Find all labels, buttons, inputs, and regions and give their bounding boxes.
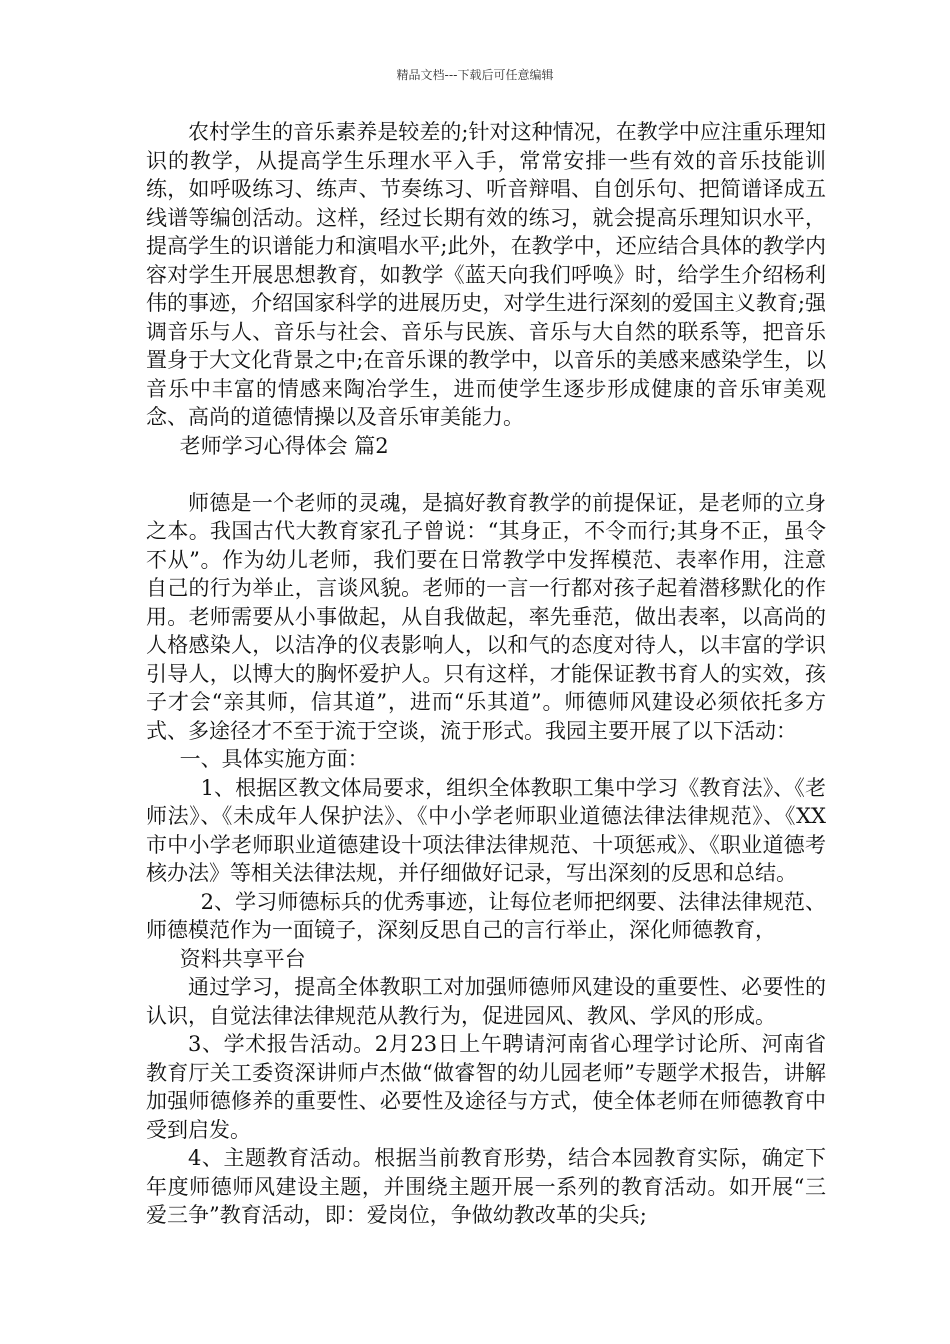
blank-line (146, 460, 826, 489)
list-item-3: 3、学术报告活动。2月23日上午聘请河南省心理学讨论所、河南省教育厅关工委资深讲师卢杰做“做睿智的幼儿园老师”专题学术报告，讲解加强师德修养的重要性、必要性及途径与方式，使全体老师在师德教育中受到启发。 (146, 1032, 826, 1142)
list-item-4: 4、主题教育活动。根据当前教育形势，结合本园教育实际，确定下年度师德师风建设主题，并围绕主题开展一系列的教育活动。如开展“三爱三争”教育活动，即：爱岗位，争做幼教改革的尖兵; (146, 1146, 826, 1227)
document-body (146, 118, 826, 1230)
paragraph-teacher-ethics: 师德是一个老师的灵魂，是搞好教育教学的前提保证，是老师的立身之本。我国古代大教育家孔子曾说：“其身正，不令而行;其身不正，虽令不从”。作为幼儿老师，我们要在日常教学中发挥模范、表率作用，注意自己的行为举止，言谈风貌。老师的一言一行都对孩子起着潜移默化的作用。老师需要从小事做起，从自我做起，率先垂范，做出表率，以高尚的人格感染人，以洁净的仪表影响人，以和气的态度对待人，以丰富的学识引导人，以博大的胸怀爱护人。只有这样，才能保证教书育人的实效，孩子才会“亲其师，信其道”，进而“乐其道”。师德师风建设必须依托多方式、多途径才不至于流于空谈，流于形式。我园主要开展了以下活动： (146, 490, 826, 743)
section-title-part2: 老师学习心得体会 篇2 (179, 433, 389, 458)
paragraph-study-outcome: 通过学习，提高全体教职工对加强师德师风建设的重要性、必要性的认识，自觉法律法律规范从教行为，促进园风、教风、学风的形成。 (146, 975, 826, 1028)
section-heading-implementation: 一、具体实施方面： (179, 747, 369, 771)
list-item-1: 1、根据区教文体局要求，组织全体教职工集中学习《教育法》、《老师法》、《未成年人保护法》、《中小学老师职业道德法律法律规范》、《XX市中小学老师职业道德建设十项法律法律规范、十项惩戒》、《职业道德考核办法》等相关法律法规，并仔细做好记录，写出深刻的反思和总结。 (146, 775, 826, 885)
list-item-2: 2、学习师德标兵的优秀事迹，让每位老师把纲要、法律法律规范、师德模范作为一面镜子，深刻反思自己的言行举止，深化师德教育， (146, 889, 826, 942)
platform-label: 资料共享平台 (179, 946, 306, 971)
paragraph-music-education: 农村学生的音乐素养是较差的;针对这种情况，在教学中应注重乐理知识的教学，从提高学生乐理水平入手，常常安排一些有效的音乐技能训练，如呼吸练习、练声、节奏练习、听音辩唱、自创乐句、把简谱译成五线谱等编创活动。这样，经过长期有效的练习，就会提高乐理知识水平，提高学生的识谱能力和演唱水平;此外，在教学中，还应结合具体的教学内容对学生开展思想教育，如教学《蓝天向我们呼唤》时，给学生介绍杨利伟的事迹，介绍国家科学的进展历史，对学生进行深刻的爱国主义教育;强调音乐与人、音乐与社会、音乐与民族、音乐与大自然的联系等，把音乐置身于大文化背景之中;在音乐课的教学中，以音乐的美感来感染学生，以音乐中丰富的情感来陶冶学生，进而使学生逐步形成健康的音乐审美观念、高尚的道德情操以及音乐审美能力。 (146, 120, 826, 429)
page-header: 精品文档---下载后可任意编辑 (396, 68, 554, 82)
